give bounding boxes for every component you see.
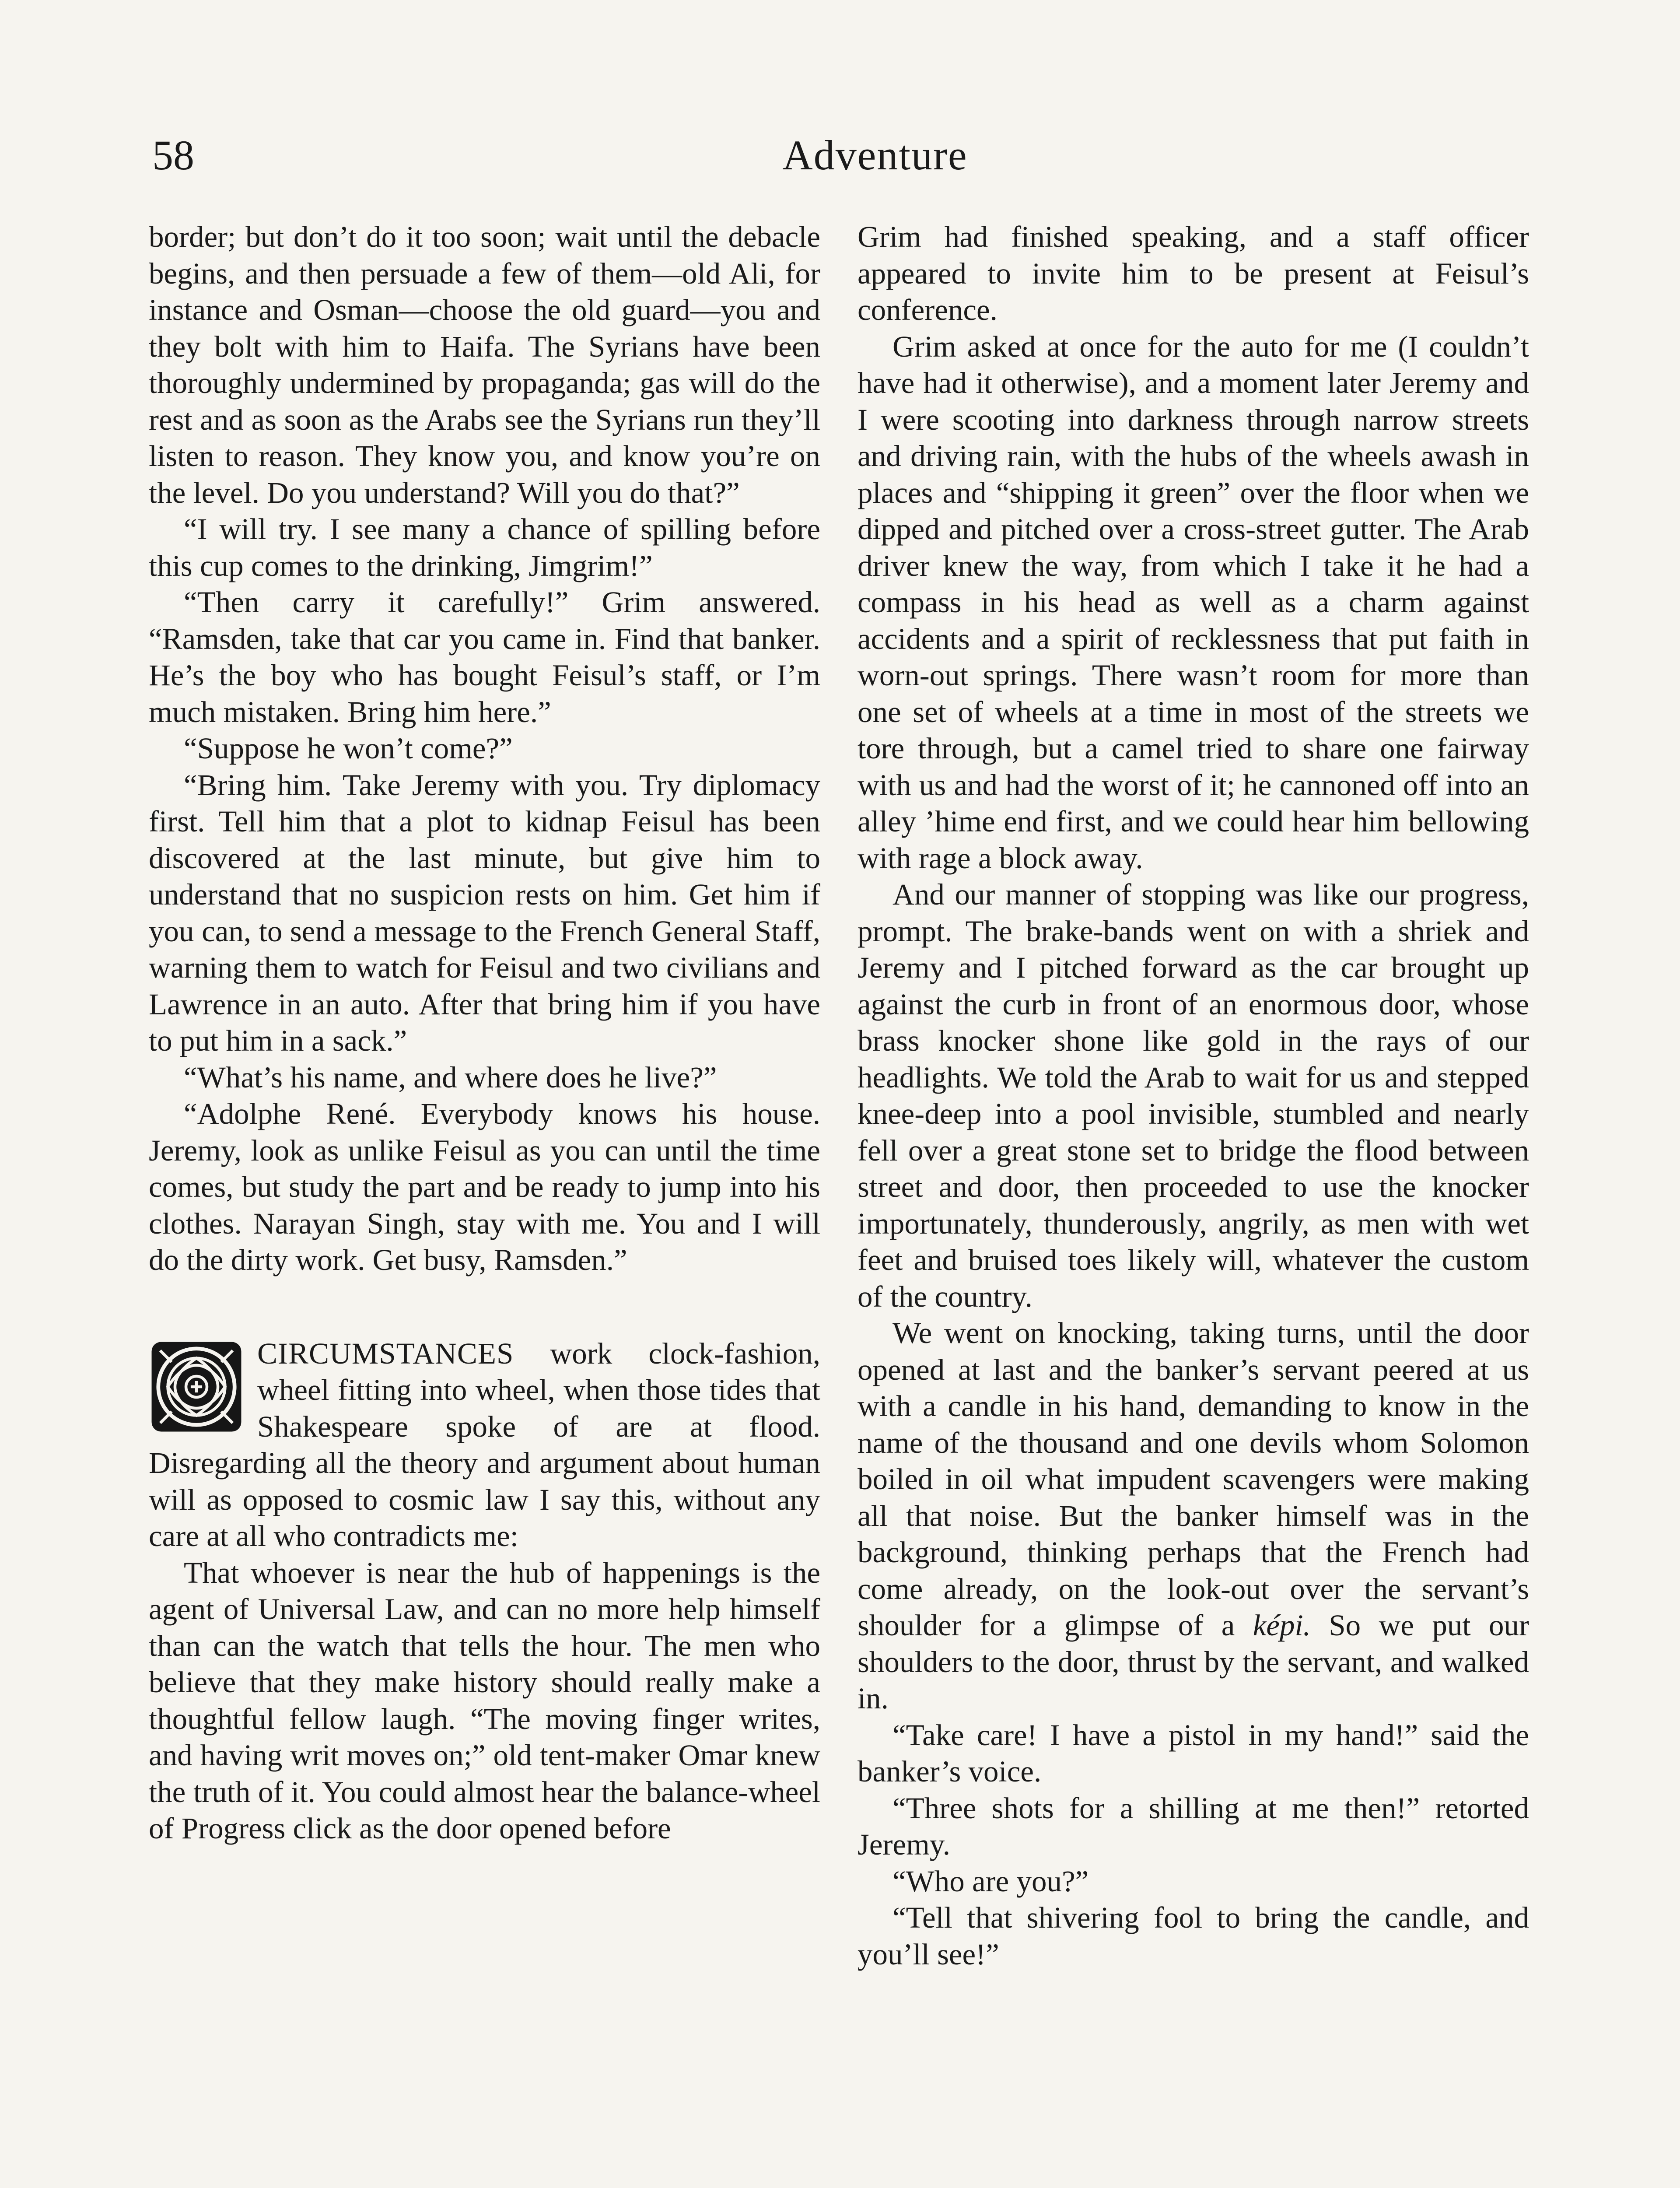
paragraph: And our manner of stopping was like our progress, prompt. The brake-bands went on with a shriek and Jeremy and I pitched forward as the car brought up against the curb in front of an enormous door, whose brass knocker shone like gold in the rays of our headlights. We told the Arab to wait for us and stepped knee-deep into a pool invisible, stumbled and nearly fell over a great stone set to bridge the flood between street and door, then proceeded to use the knocker importunately, thunderously, angrily, as men with wet feet and bruised toes likely will, whatever the custom of the country. — [858, 878, 1529, 1313]
left-column — [149, 219, 820, 1847]
section-opening-text: work clock-fashion, wheel fitting into wheel, when those tides that Shakespeare spoke of are at flood. Disregarding all the theory and argument about human will as opposed to cosmic law I say this, without any care at all who contradicts me: — [149, 1336, 820, 1553]
paragraph-text: We went on knocking, taking turns, until the door opened at last and the banker’s servant peered at us with a candle in his hand, demanding to know in the name of the thousand and one devils whom Solomon boiled in oil what impudent scavengers were making all that noise. But the banker himself was in the background, thinking perhaps that the French had come already, on the look-out over the servant’s shoulder for a glimpse of a — [858, 1316, 1529, 1642]
paragraph: “Who are you?” — [892, 1864, 1089, 1898]
paragraph: “Three shots for a shilling at me then!” retorted Jeremy. — [858, 1791, 1529, 1861]
paragraph: “Adolphe René. Everybody knows his house. Jeremy, look as unlike Feisul as you can until the time comes, but study the part and be ready to jump into his clothes. Narayan Singh, stay with me. You and I will do the dirty work. Get busy, Ramsden.” — [149, 1097, 820, 1276]
section-opening-paragraph — [149, 1336, 820, 1555]
celtic-knot-ornament-icon — [149, 1339, 244, 1434]
paragraph: “Take care! I have a pistol in my hand!” said the banker’s voice. — [858, 1718, 1529, 1788]
paragraph: “I will try. I see many a chance of spilling before this cup comes to the drinking, Jimgrim!” — [149, 512, 820, 582]
paragraph: “Then carry it carefully!” Grim answered. “Ramsden, take that car you came in. Find that banker. He’s the boy who has bought Feisul’s staff, or I’m much mistaken. Bring him here.” — [149, 586, 820, 729]
paragraph: border; but don’t do it too soon; wait until the debacle begins, and then persuade a few of them—old Ali, for instance and Osman—choose the old guard—you and they bolt with him to Haifa. The Syrians have been thoroughly undermined by propaganda; gas will do the rest and as soon as the Arabs see the Syrians run they’ll listen to reason. They know you, and know you’re on the level. Do you understand? Will you do that?” — [149, 220, 820, 509]
section-break — [149, 1279, 820, 1336]
paragraph: “Tell that shivering fool to bring the candle, and you’ll see!” — [858, 1901, 1529, 1971]
right-column — [858, 219, 1529, 1973]
section-opening-word: CIRCUMSTANCES — [257, 1336, 514, 1370]
paragraph: Grim had finished speaking, and a staff officer appeared to invite him to be present at Feisul’s conference. — [858, 220, 1529, 326]
paragraph — [858, 1315, 1529, 1717]
paragraph: Grim asked at once for the auto for me (I couldn’t have had it otherwise), and a moment later Jeremy and I were scooting into darkness through narrow streets and driving rain, with the hubs of the wheels awash in places and “shipping it green” over the floor when we dipped and pitched over a cross-street gutter. The Arab driver knew the way, from which I take it he had a compass in his head as well as a charm against accidents and a spirit of recklessness that put faith in worn-out springs. There wasn’t room for more than one set of wheels at a time in most of the streets we tore through, but a camel tried to share one fairway with us and had the worst of it; he cannoned off into an alley ’hime end first, and we could hear him bellowing with rage a block away. — [858, 330, 1529, 875]
paragraph-text: So we put our shoulders to the door, thrust by the servant, and walked in. — [858, 1609, 1529, 1715]
running-title: Adventure — [782, 132, 968, 179]
kepi-italic: képi. — [1253, 1609, 1311, 1642]
running-head — [149, 127, 1601, 188]
paragraph: “What’s his name, and where does he live?” — [184, 1060, 717, 1094]
paragraph: “Bring him. Take Jeremy with you. Try diplomacy first. Tell him that a plot to kidnap Feisul has been discovered at the last minute, but give him to understand that no suspicion rests on him. Get him if you can, to send a message to the French General Staff, warning them to watch for Feisul and two civilians and Lawrence in an auto. After that bring him if you have to put him in a sack.” — [149, 768, 820, 1057]
page-number: 58 — [152, 132, 194, 179]
paragraph: “Suppose he won’t come?” — [184, 732, 513, 765]
paragraph: That whoever is near the hub of happenings is the agent of Universal Law, and can no more help himself than can the watch that tells the hour. The men who believe that they make history should really make a thoughtful fellow laugh. “The moving finger writes, and having writ moves on;” old tent-maker Omar knew the truth of it. You could almost hear the balance-wheel of Progress click as the door opened before — [149, 1556, 820, 1845]
